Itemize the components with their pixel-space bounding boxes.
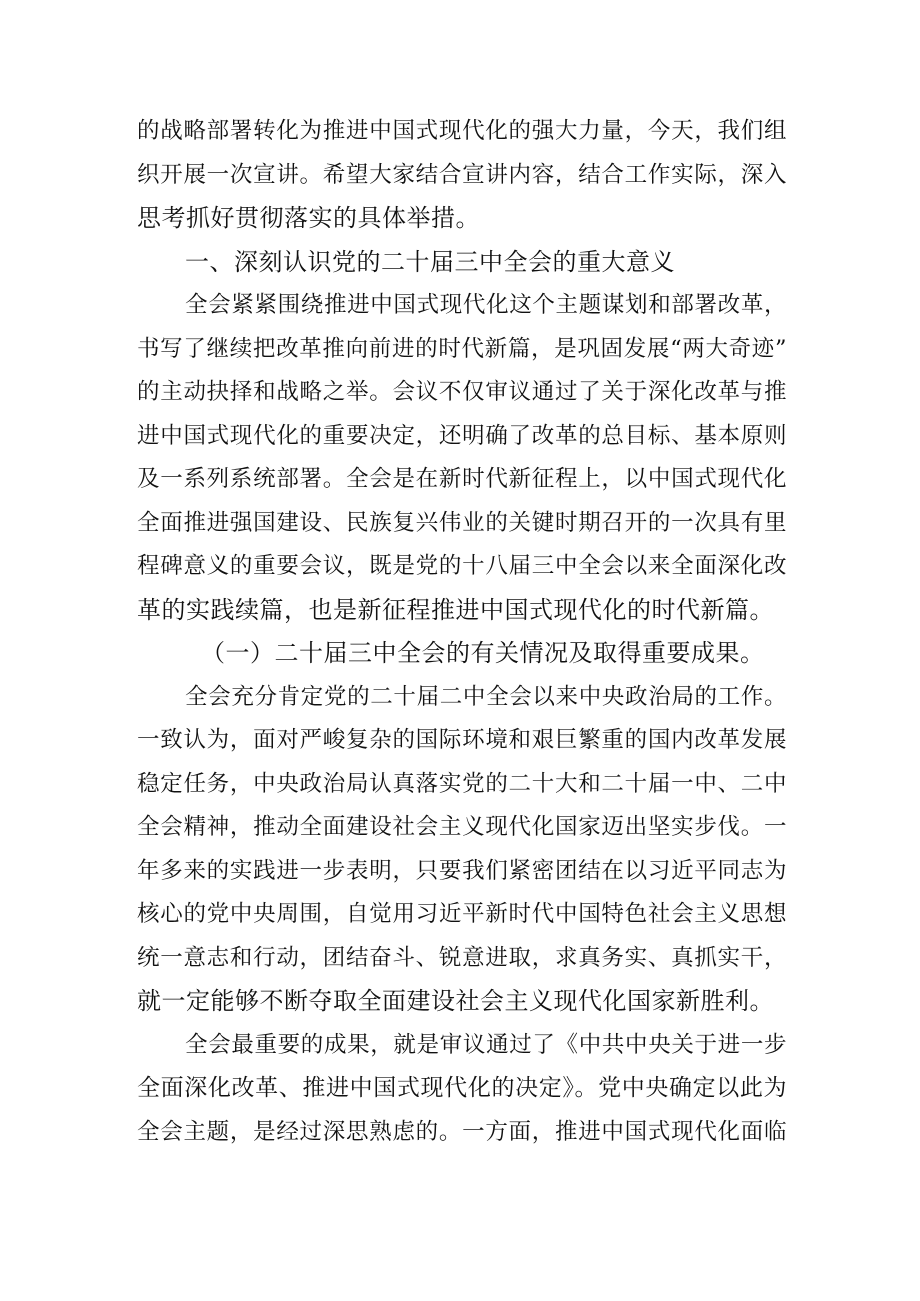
text-line: 织开展一次宣讲。希望大家结合宣讲内容，结合工作实际，深入 (137, 161, 787, 188)
text-line: 进中国式现代化的重要决定，还明确了改革的总目标、基本原则 (137, 422, 787, 449)
text-line: 书写了继续把改革推向前进的时代新篇，是巩固发展“两大奇迹” (137, 335, 787, 362)
text-line: 全会精神，推动全面建设社会主义现代化国家迈出坚实步伐。一 (137, 814, 787, 840)
text-line: 的主动抉择和战略之举。会议不仅审议通过了关于深化改革与推 (137, 379, 787, 405)
text-line: 全面深化改革、推进中国式现代化的决定》。党中央确定以此为 (137, 1075, 787, 1101)
section-heading-1: 一、深刻认识党的二十届三中全会的重大意义 (185, 247, 675, 276)
text-line: 全会主题，是经过深思熟虑的。一方面，推进中国式现代化面临 (137, 1118, 787, 1145)
text-line: 一致认为，面对严峻复杂的国际环境和艰巨繁重的国内改革发展 (137, 727, 787, 753)
text-line: 革的实践续篇，也是新征程推进中国式现代化的时代新篇。 (137, 595, 774, 624)
document-body (137, 110, 787, 1154)
text-line: 的战略部署转化为推进中国式现代化的强大力量，今天，我们组 (137, 118, 787, 144)
subsection-heading-1: （一）二十届三中全会的有关情况及取得重要成果。 (201, 639, 765, 667)
text-line: 程碑意义的重要会议，既是党的十八届三中全会以来全面深化改 (137, 553, 787, 579)
paragraph-work-review (137, 676, 787, 1024)
text-line: 核心的党中央周围，自觉用习近平新时代中国特色社会主义思想 (137, 901, 787, 927)
paragraph-intro-continued (137, 110, 787, 241)
paragraph-significance (137, 284, 787, 632)
text-line: 全会紧紧围绕推进中国式现代化这个主题谋划和部署改革， (185, 292, 787, 318)
text-line: 统一意志和行动，团结奋斗、锐意进取，求真务实、真抓实干， (137, 944, 787, 971)
text-line: 思考抓好贯彻落实的具体举措。 (137, 204, 480, 232)
text-line: 全面推进强国建设、民族复兴伟业的关键时期召开的一次具有里 (137, 509, 787, 536)
text-line: 全会充分肯定党的二十届二中全会以来中央政治局的工作。 (185, 683, 787, 710)
paragraph-main-achievement (137, 1024, 787, 1155)
text-line: 及一系列系统部署。全会是在新时代新征程上，以中国式现代化 (137, 466, 787, 492)
text-line: 就一定能够不断夺取全面建设社会主义现代化国家新胜利。 (137, 987, 774, 1015)
text-line: 年多来的实践进一步表明，只要我们紧密团结在以习近平同志为 (137, 857, 787, 884)
text-line: 稳定任务，中央政治局认真落实党的二十大和二十届一中、二中 (137, 770, 787, 797)
text-line: 全会最重要的成果，就是审议通过了《中共中央关于进一步 (185, 1031, 787, 1058)
